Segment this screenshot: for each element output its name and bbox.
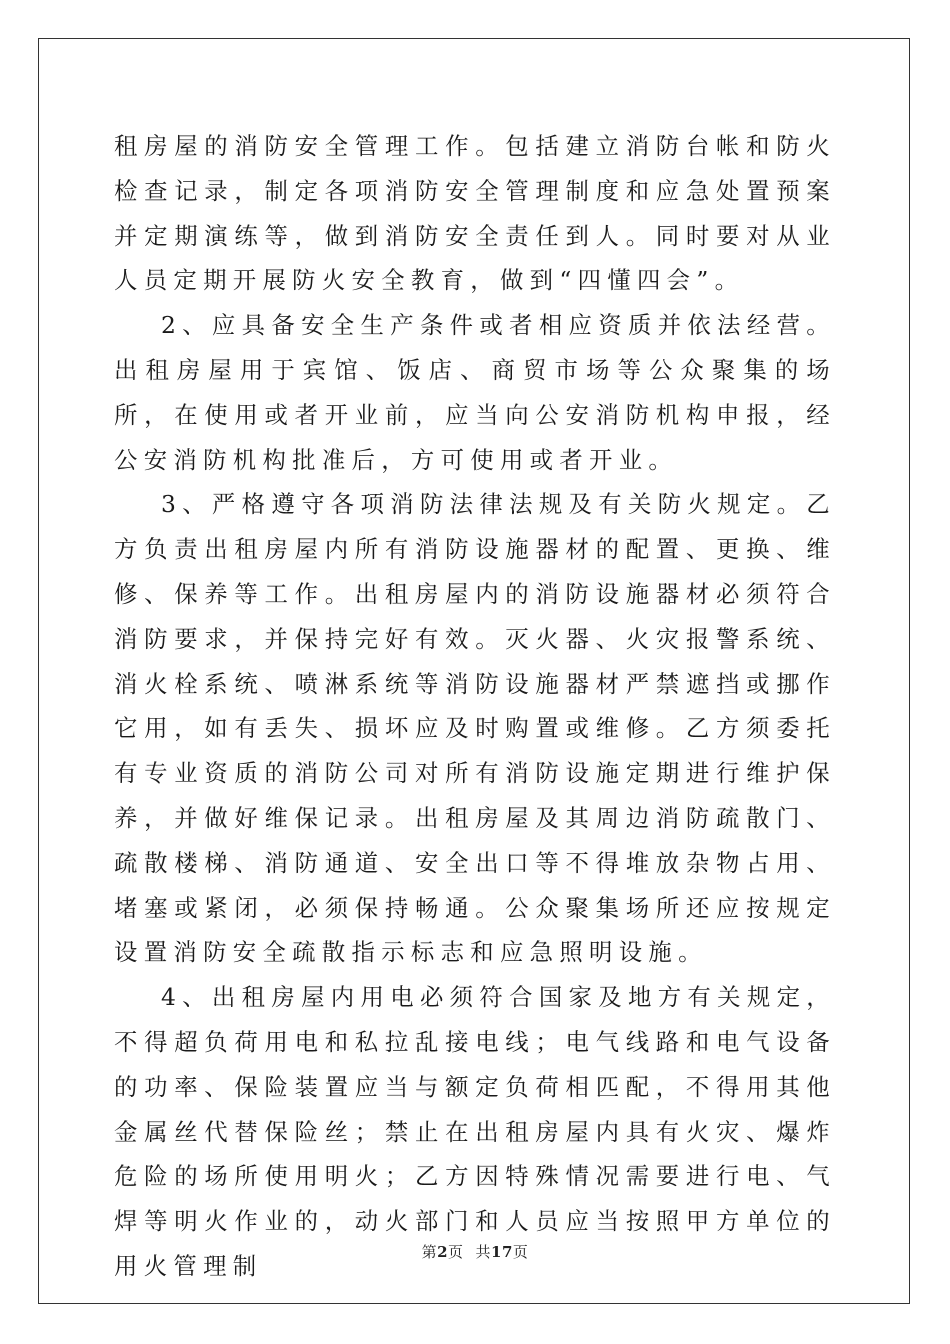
page-number: 2: [437, 1243, 449, 1261]
document-body: [114, 124, 836, 1289]
paragraph-2: 2、应具备安全生产条件或者相应资质并依法经营。出租房屋用于宾馆、饭店、商贸市场等公众聚集的场所，在使用或者开业前，应当向公安消防机构申报，经公安消防机构批准后，方可使用或者开业。: [114, 311, 836, 474]
total-prefix: 共: [475, 1243, 492, 1261]
paragraph-4: 4、出租房屋内用电必须符合国家及地方有关规定，不得超负荷用电和私拉乱接电线；电气线路和电气设备的功率、保险装置应当与额定负荷相匹配，不得用其他金属丝代替保险丝；禁止在出租房屋内具有火灾、爆炸危险的场所使用明火；乙方因特殊情况需要进行电、气焊等明火作业的，动火部门和人员应当按照甲方单位的用火管理制: [114, 983, 836, 1280]
paragraph-3: 3、严格遵守各项消防法律法规及有关防火规定。乙方负责出租房屋内所有消防设施器材的配置、更换、维修、保养等工作。出租房屋内的消防设施器材必须符合消防要求，并保持完好有效。灭火器、火灾报警系统、消火栓系统、喷淋系统等消防设施器材严禁遮挡或挪作它用，如有丢失、损坏应及时购置或维修。乙方须委托有专业资质的消防公司对所有消防设施定期进行维护保养，并做好维保记录。出租房屋及其周边消防疏散门、疏散楼梯、消防通道、安全出口等不得堆放杂物占用、堵塞或紧闭，必须保持畅通。公众聚集场所还应按规定设置消防安全疏散指示标志和应急照明设施。: [114, 490, 836, 967]
total-pages: 17: [491, 1243, 513, 1261]
total-suffix: 页: [512, 1243, 529, 1261]
page-suffix: 页: [448, 1243, 464, 1261]
paragraph-1: 租房屋的消防安全管理工作。包括建立消防台帐和防火检查记录，制定各项消防安全管理制度和应急处置预案并定期演练等，做到消防安全责任到人。同时要对从业人员定期开展防火安全教育，做到“四懂四会”。: [114, 132, 836, 295]
page-prefix: 第: [421, 1243, 438, 1261]
page-footer: [0, 1241, 950, 1262]
